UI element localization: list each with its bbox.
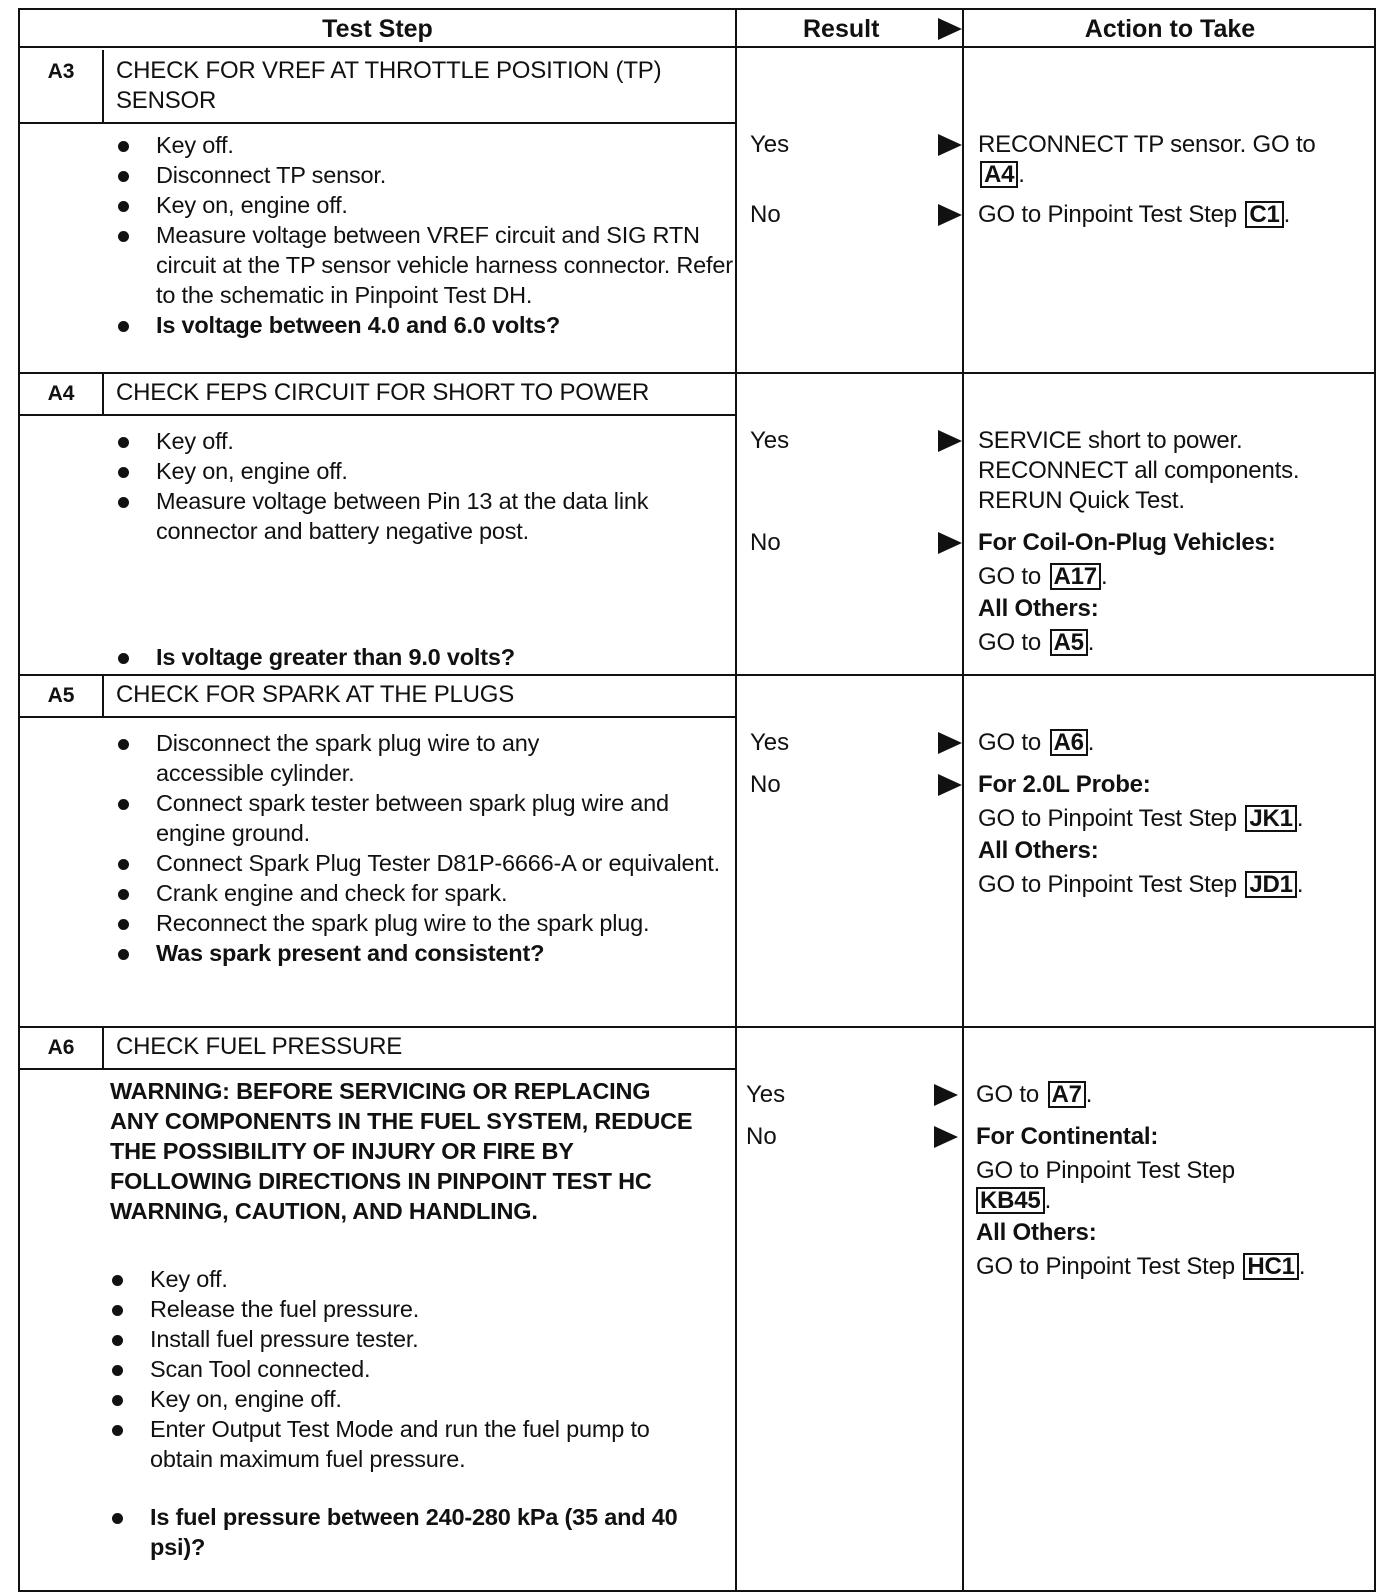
action-heading: For Continental:	[976, 1123, 1159, 1150]
bullet-item: Key on, engine off.	[98, 1384, 728, 1414]
bullet-question: Is voltage greater than 9.0 volts?	[104, 642, 734, 672]
action-no: For Continental: GO to Pinpoint Test Step KB45 . All Others: GO to Pinpoint Test Step HC1 .	[976, 1122, 1346, 1282]
action-heading: All Others:	[976, 1219, 1097, 1246]
action-text: GO to	[976, 1081, 1040, 1108]
bullet-question: Is fuel pressure between 240-280 kPa (35 and 40 psi)?	[98, 1502, 688, 1562]
action-text: GO to	[978, 563, 1042, 590]
step-id: A4	[47, 382, 75, 405]
result-no: No	[746, 1123, 777, 1150]
result-yes: Yes	[746, 1081, 786, 1108]
action-heading: All Others:	[978, 595, 1099, 622]
action-no: For 2.0L Probe: GO to Pinpoint Test Step JK1 . All Others: GO to Pinpoint Test Step JD1 .	[978, 770, 1348, 900]
step-a3	[20, 50, 1374, 372]
arrow-right-icon	[938, 18, 962, 40]
step-id: A6	[47, 1036, 75, 1059]
result-no: No	[750, 201, 781, 228]
action-no: For Coil-On-Plug Vehicles: GO to A17 . All Others: GO to A5 .	[978, 528, 1348, 658]
bullet-question: Was spark present and consistent?	[104, 938, 734, 968]
step-id: A3	[47, 60, 75, 83]
bullet-item: Key off.	[98, 1264, 728, 1294]
result-no: No	[750, 771, 781, 798]
step-bullets	[104, 642, 734, 672]
step-reference: JD1	[1245, 871, 1296, 898]
bullet-item: Key off.	[104, 426, 734, 456]
action-heading: All Others:	[978, 837, 1099, 864]
action-text: GO to Pinpoint Test Step	[978, 805, 1237, 832]
step-reference: A17	[1050, 563, 1101, 590]
arrow-right-icon	[938, 204, 962, 226]
warning-text: WARNING: BEFORE SERVICING OR REPLACING ANY COMPONENTS IN THE FUEL SYSTEM, REDUCE THE POSSIBILITY OF INJURY OR FIRE BY FOLLOWING DIRECTIONS IN PINPOINT TEST HC WARNING, CAUTION, AND HANDLING.	[110, 1078, 693, 1224]
title-divider	[20, 716, 737, 718]
result-no: No	[750, 529, 781, 556]
action-text: GO to Pinpoint Test Step	[976, 1157, 1235, 1184]
step-bullets	[98, 1264, 728, 1562]
step-bullets	[104, 728, 744, 968]
action-yes: GO to A6 .	[978, 729, 1095, 756]
bullet-item: Key off.	[104, 130, 734, 160]
bullet-item: Release the fuel pressure.	[98, 1294, 728, 1324]
action-no: GO to Pinpoint Test Step C1 .	[978, 201, 1291, 228]
result-yes: Yes	[750, 729, 790, 756]
action-text: RECONNECT TP sensor. GO to	[978, 131, 1316, 158]
action-heading: For 2.0L Probe:	[978, 771, 1151, 798]
step-reference: C1	[1245, 201, 1283, 228]
step-reference: A6	[1050, 729, 1088, 756]
title-divider	[20, 414, 737, 416]
step-reference: KB45	[976, 1187, 1045, 1214]
step-id: A5	[47, 684, 75, 707]
bullet-item: Measure voltage between VREF circuit and SIG RTN circuit at the TP sensor vehicle harness connector. Refer to the schematic in Pinpoint Test DH.	[104, 220, 744, 310]
title-divider	[20, 1068, 737, 1070]
arrow-right-icon	[938, 430, 962, 452]
step-a5	[20, 676, 1374, 1026]
arrow-right-icon	[934, 1084, 958, 1106]
step-title: CHECK FOR SPARK AT THE PLUGS	[116, 681, 515, 708]
action-yes: SERVICE short to power. RECONNECT all components. RERUN Quick Test.	[978, 427, 1300, 514]
result-yes: Yes	[750, 131, 790, 158]
bullet-item: Install fuel pressure tester.	[98, 1324, 728, 1354]
bullet-item: Connect Spark Plug Tester D81P-6666-A or equivalent.	[104, 848, 724, 878]
step-bullets	[104, 130, 744, 340]
bullet-item: Disconnect TP sensor.	[104, 160, 734, 190]
arrow-right-icon	[938, 134, 962, 156]
step-title: CHECK FEPS CIRCUIT FOR SHORT TO POWER	[116, 379, 650, 406]
bullet-item: Scan Tool connected.	[98, 1354, 728, 1384]
step-reference: HC1	[1243, 1253, 1298, 1280]
header-test-step: Test Step	[322, 15, 433, 43]
bullet-item: Key on, engine off.	[104, 190, 734, 220]
action-heading: For Coil-On-Plug Vehicles:	[978, 529, 1276, 556]
step-reference: A4	[980, 161, 1018, 188]
title-divider	[20, 122, 737, 124]
arrow-right-icon	[938, 532, 962, 554]
bullet-item: Connect spark tester between spark plug wire and engine ground.	[104, 788, 744, 848]
bullet-item: Key on, engine off.	[104, 456, 734, 486]
step-reference: A5	[1050, 629, 1088, 656]
step-a6	[20, 1028, 1374, 1594]
bullet-item: Reconnect the spark plug wire to the spark plug.	[104, 908, 704, 938]
result-yes: Yes	[750, 427, 790, 454]
action-text: GO to	[978, 729, 1042, 756]
action-yes: GO to A7 .	[976, 1081, 1093, 1108]
arrow-right-icon	[934, 1126, 958, 1148]
bullet-item: Crank engine and check for spark.	[104, 878, 734, 908]
bullet-question: Is voltage between 4.0 and 6.0 volts?	[104, 310, 734, 340]
action-text: GO to Pinpoint Test Step	[978, 201, 1237, 228]
header-result: Result	[803, 15, 880, 43]
action-text: GO to Pinpoint Test Step	[978, 871, 1237, 898]
step-title: CHECK FUEL PRESSURE	[116, 1033, 403, 1060]
bullet-item: Measure voltage between Pin 13 at the data link connector and battery negative post.	[104, 486, 704, 546]
step-title: CHECK FOR VREF AT THROTTLE POSITION (TP) SENSOR	[116, 57, 662, 114]
header-action: Action to Take	[1084, 15, 1256, 43]
step-bullets	[104, 426, 734, 546]
bullet-item: Enter Output Test Mode and run the fuel pump to obtain maximum fuel pressure.	[98, 1414, 698, 1474]
step-reference: A7	[1048, 1081, 1086, 1108]
diagnostic-table	[18, 8, 1376, 1592]
action-text: GO to	[978, 629, 1042, 656]
step-reference: JK1	[1245, 805, 1296, 832]
step-a4	[20, 374, 1374, 674]
bullet-item: Disconnect the spark plug wire to any accessible cylinder.	[104, 728, 644, 788]
action-yes: RECONNECT TP sensor. GO to A4 .	[978, 131, 1316, 188]
arrow-right-icon	[938, 732, 962, 754]
arrow-right-icon	[938, 774, 962, 796]
table-header	[20, 10, 1374, 48]
action-text: GO to Pinpoint Test Step	[976, 1253, 1235, 1280]
